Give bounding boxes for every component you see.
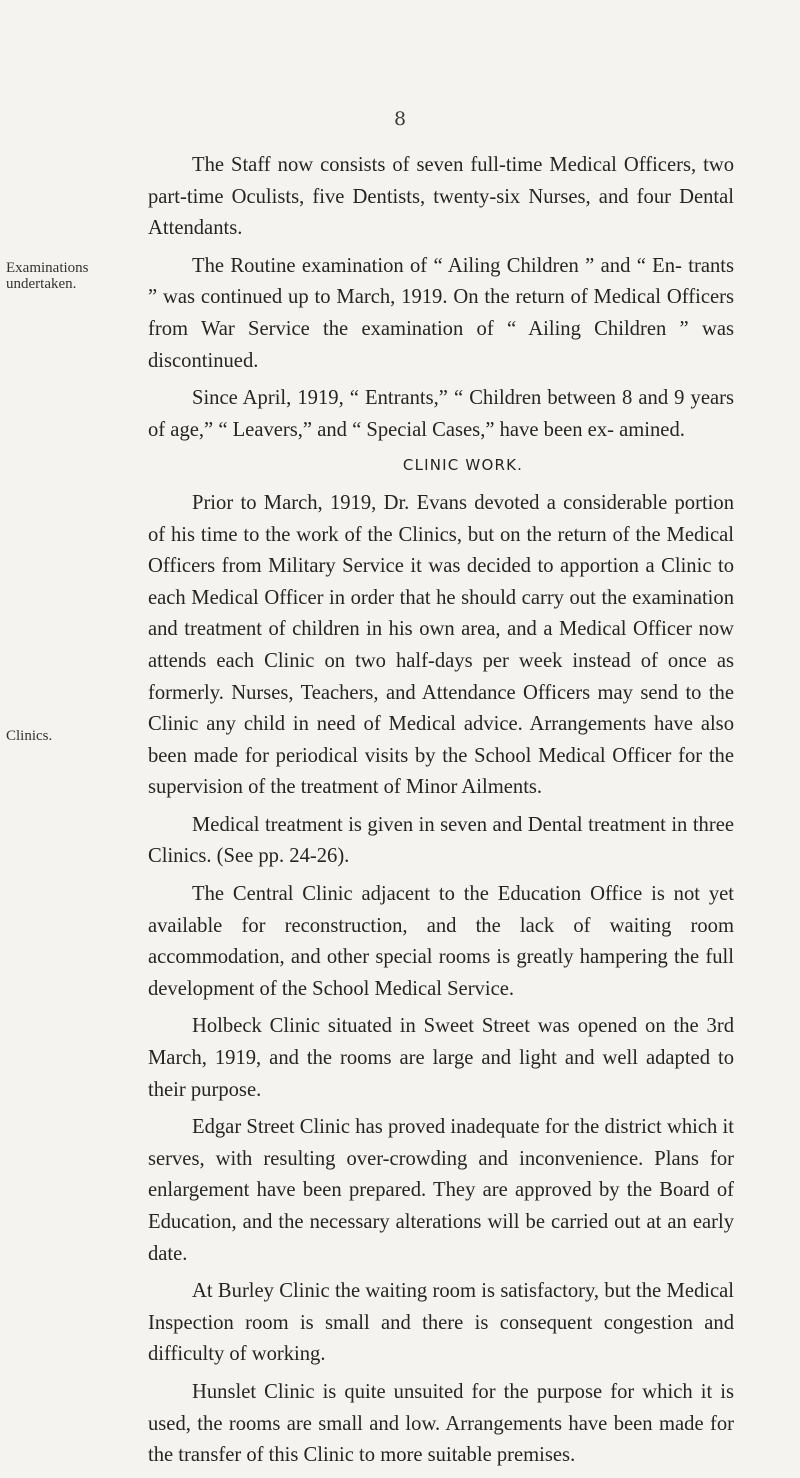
paragraph-medical-treatment: Medical treatment is given in seven and Dental treatment in three Clinics. (See pp. 24-26). (148, 813, 734, 868)
margin-note-examinations: Examinations undertaken. (6, 260, 89, 292)
margin-note-clinics: Clinics. (6, 728, 53, 744)
paragraph-routine-examination: The Routine examination of “ Ailing Children ” and “ En- trants ” was continued up to March, 1919. On the return of Medical Officers from War Service the examination of “ Ailing Children ” was discontinued. (148, 254, 734, 372)
page-number: 8 (393, 108, 407, 130)
paragraph-since-april: Since April, 1919, “ Entrants,” “ Children between 8 and 9 years of age,” “ Leavers,” and “ Special Cases,” have been ex- amined. (148, 387, 734, 441)
paragraph-holbeck-clinic: Holbeck Clinic situated in Sweet Street was opened on the 3rd March, 1919, and the rooms are large and light and well adapted to their purpose. (148, 1015, 734, 1101)
paragraph-central-clinic: The Central Clinic adjacent to the Education Office is not yet available for reconstruction, and the lack of waiting room accommodation, and other special rooms is greatly hampering the full development of the School Medical Service. (148, 883, 734, 1000)
paragraph-edgar-street-clinic: Edgar Street Clinic has proved inadequate for the district which it serves, with resulting over-crowding and inconvenience. Plans for enlargement have been prepared. They are approved by the Board of Education, and the necessary alterations will be carried out at an early date. (148, 1116, 734, 1265)
paragraph-hunslet-clinic: Hunslet Clinic is quite unsuited for the purpose for which it is used, the rooms are small and low. Arrangements have been made for the transfer of this Clinic to more suitable premises. (148, 1380, 734, 1467)
paragraph-staff: The Staff now consists of seven full-time Medical Officers, two part-time Oculists, five Dentists, twenty-six Nurses, and four Dental Attendants. (148, 154, 734, 240)
body-text (148, 150, 734, 1478)
paragraph-burley-clinic: At Burley Clinic the waiting room is satisfactory, but the Medical Inspection room is small and there is consequent congestion and difficulty of working. (148, 1280, 734, 1366)
section-heading: CLINIC WORK. (402, 456, 524, 475)
paragraph-prior-to-march: Prior to March, 1919, Dr. Evans devoted a considerable portion of his time to the work of the Clinics, but on the return of the Medical Officers from Military Service it was decided to apportion a Clinic to each Medical Officer in order that he should carry out the examination and treatment of children in his own area, and a Medical Officer now attends each Clinic on two half-days per week instead of once as formerly. Nurses, Teachers, and Attendance Officers may send to the Clinic any child in need of Medical advice. Arrangements have also been made for periodical visits by the School Medical Officer for the supervision of the treatment of Minor Ailments. (148, 491, 734, 799)
